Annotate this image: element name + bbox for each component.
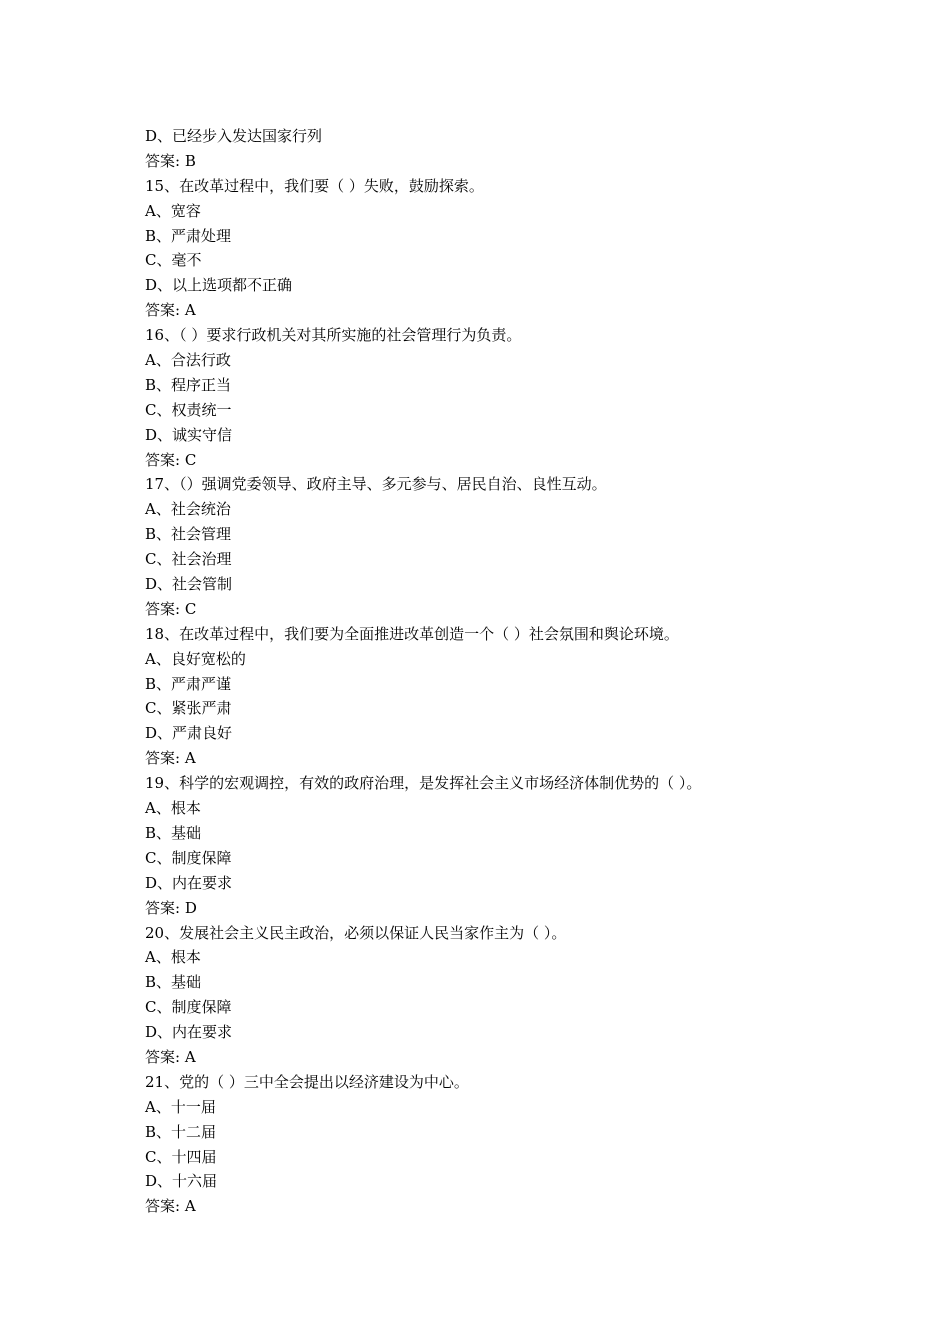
question-text: 17、（）强调党委领导、政府主导、多元参与、居民自治、良性互动。 [145, 475, 607, 494]
option-text: A、社会统治 [145, 500, 231, 519]
option-text: C、十四届 [145, 1147, 217, 1166]
option-text: D、内在要求 [145, 873, 233, 892]
option-text: C、毫不 [145, 251, 202, 270]
option-text: B、严肃严谨 [145, 674, 232, 693]
question-text: 21、党的（ ）三中全会提出以经济建设为中心。 [145, 1072, 469, 1091]
option-text: D、诚实守信 [145, 425, 233, 444]
option-text: C、制度保障 [145, 848, 232, 867]
option-text: C、制度保障 [145, 998, 232, 1017]
option-text: A、十一届 [145, 1097, 216, 1116]
option-text: D、内在要求 [145, 1023, 233, 1042]
answer-text: 答案: D [145, 898, 197, 917]
option-text: B、基础 [145, 973, 202, 992]
option-text: B、基础 [145, 823, 202, 842]
option-text: C、紧张严肃 [145, 699, 232, 718]
answer-text: 答案: A [145, 301, 196, 320]
answer-text: 答案: A [145, 1197, 196, 1216]
option-text: D、社会管制 [145, 575, 233, 594]
option-text: C、权责统一 [145, 400, 232, 419]
question-text: 16、（ ）要求行政机关对其所实施的社会管理行为负责。 [145, 326, 522, 345]
option-text: D、严肃良好 [145, 724, 233, 743]
option-text: A、合法行政 [145, 351, 231, 370]
option-text: A、根本 [145, 799, 201, 818]
option-text: D、十六届 [145, 1172, 218, 1191]
option-text: A、良好宽松的 [145, 649, 246, 668]
option-text: B、程序正当 [145, 375, 232, 394]
option-text: B、十二届 [145, 1122, 217, 1141]
answer-text: 答案: B [145, 151, 196, 170]
question-list [145, 124, 845, 1219]
answer-text: 答案: A [145, 1047, 196, 1066]
answer-text: 答案: C [145, 450, 197, 469]
question-text: 18、在改革过程中，我们要为全面推进改革创造一个（ ）社会氛围和舆论环境。 [145, 624, 679, 643]
option-text: A、根本 [145, 948, 201, 967]
answer-text: 答案: C [145, 599, 197, 618]
option-text: D、已经步入发达国家行列 [145, 127, 323, 145]
question-text: 15、在改革过程中，我们要（ ）失败，鼓励探索。 [145, 176, 484, 195]
option-text: A、宽容 [145, 201, 201, 220]
answer-text: 答案: A [145, 749, 196, 768]
option-text: B、严肃处理 [145, 226, 232, 245]
option-text: C、社会治理 [145, 550, 232, 569]
option-text: B、社会管理 [145, 525, 232, 544]
option-text: D、以上选项都不正确 [145, 276, 293, 295]
question-text: 19、科学的宏观调控，有效的政府治理，是发挥社会主义市场经济体制优势的（ ）。 [145, 774, 702, 793]
question-text: 20、发展社会主义民主政治，必须以保证人民当家作主为（ ）。 [145, 923, 567, 942]
